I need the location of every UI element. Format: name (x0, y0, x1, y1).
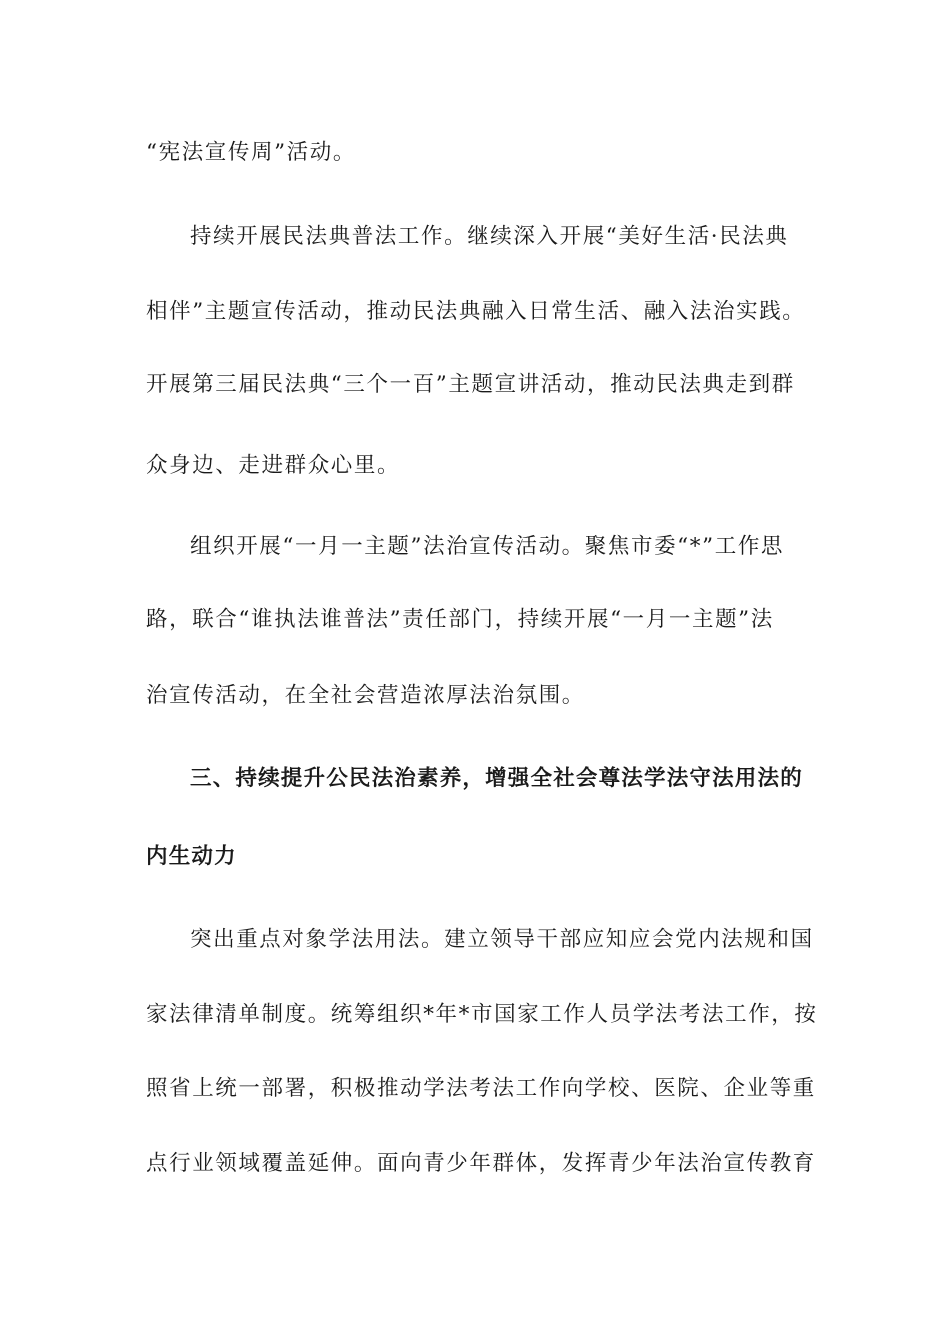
section-heading-line: 内生动力 (146, 844, 237, 869)
paragraph-line: “宪法宣传周”活动。 (146, 140, 356, 165)
paragraph-line: 相伴”主题宣传活动，推动民法典融入日常生活、融入法治实践。 (146, 299, 806, 324)
paragraph-line: 照省上统一部署，积极推动学法考法工作向学校、医院、企业等重 (146, 1076, 816, 1101)
paragraph-line: 家法律清单制度。统筹组织*年*市国家工作人员学法考法工作，按 (146, 1002, 818, 1027)
paragraph-line: 开展第三届民法典“三个一百”主题宣讲活动，推动民法典走到群 (146, 372, 795, 397)
paragraph-line: 众身边、走进群众心里。 (146, 453, 401, 478)
paragraph-line: 点行业领域覆盖延伸。面向青少年群体，发挥青少年法治宣传教育 (146, 1151, 816, 1176)
section-heading-line: 三、持续提升公民法治素养，增强全社会尊法学法守法用法的 (190, 766, 803, 791)
paragraph-line: 持续开展民法典普法工作。继续深入开展“美好生活·民法典 (190, 224, 789, 249)
paragraph-line: 路，联合“谁执法谁普法”责任部门，持续开展“一月一主题”法 (146, 607, 774, 632)
paragraph-line: 治宣传活动，在全社会营造浓厚法治氛围。 (146, 683, 585, 708)
paragraph-line: 组织开展“一月一主题”法治宣传活动。聚焦市委“*”工作思 (190, 534, 785, 559)
paragraph-line: 突出重点对象学法用法。建立领导干部应知应会党内法规和国 (190, 927, 814, 952)
